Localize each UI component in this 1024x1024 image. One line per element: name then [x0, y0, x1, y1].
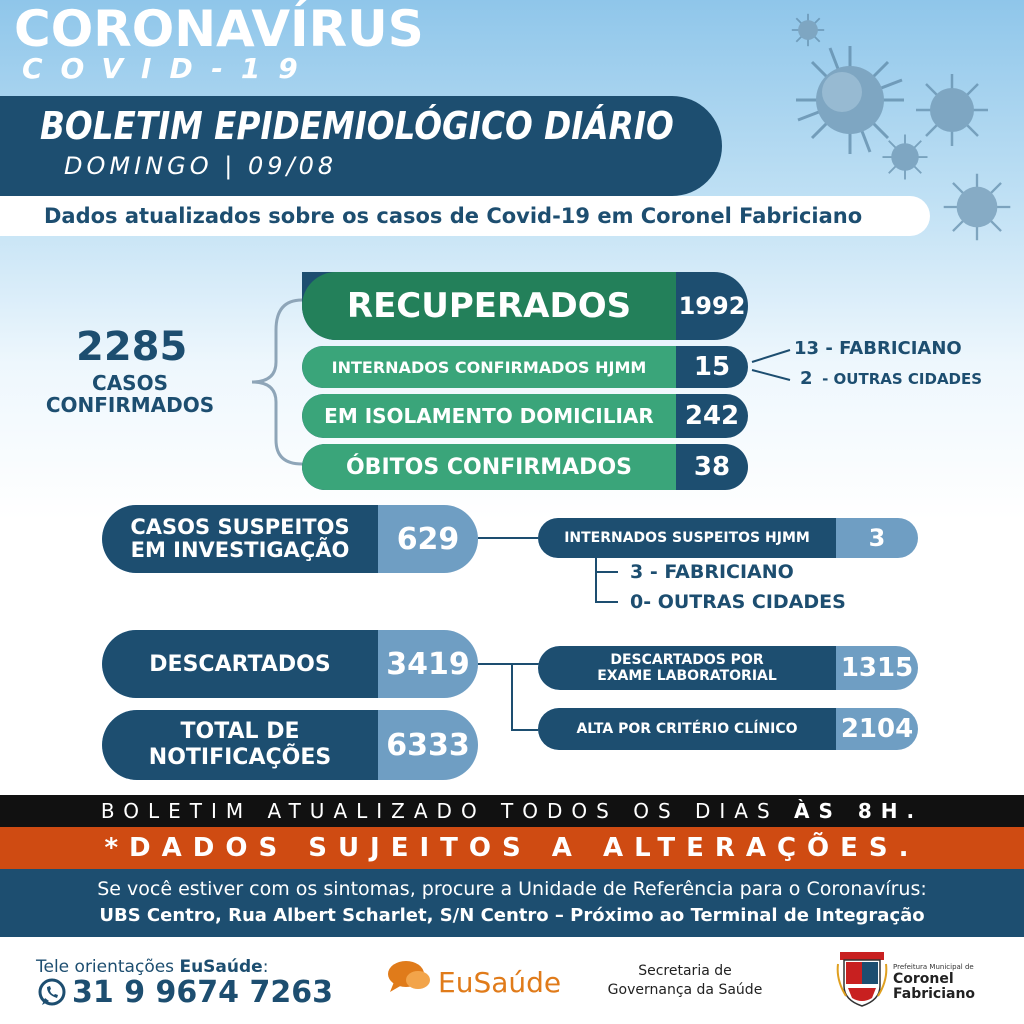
isolation-value: 242 — [684, 401, 740, 431]
discarded-lab-label: DESCARTADOS POR EXAME LABORATORIAL — [538, 646, 836, 690]
hospitalized-value: 15 — [693, 352, 731, 382]
coat-of-arms-icon — [836, 950, 888, 1008]
recovered-pill — [302, 272, 748, 340]
breakdown-2-label: - OUTRAS CIDADES — [822, 370, 983, 388]
tele-prefix: Tele orientações — [36, 957, 175, 977]
logo-title: CORONAVÍRUS — [14, 0, 424, 58]
discarded-lab-pill — [538, 646, 918, 690]
whatsapp-icon — [36, 977, 68, 1009]
city-small-label: Prefeitura Municipal de — [893, 963, 974, 971]
update-text: BOLETIM ATUALIZADO TODOS OS DIAS — [100, 799, 779, 823]
hospitalized-pill — [302, 346, 748, 388]
logo-subtitle: COVID-19 — [22, 52, 316, 85]
hospitalized-breakdown-2 — [800, 368, 982, 389]
discarded-lab-value: 1315 — [840, 653, 914, 683]
suspected-breakdown-1: 3 - FABRICIANO — [630, 561, 794, 583]
suspected-hospitalized-label: INTERNADOS SUSPEITOS HJMM — [538, 518, 836, 558]
recovered-value: 1992 — [678, 292, 746, 320]
breakdown-1-label: - FABRICIANO — [825, 338, 962, 359]
deaths-value: 38 — [693, 452, 731, 482]
suspected-value: 629 — [396, 521, 460, 557]
suspected-label: CASOS SUSPEITOS EM INVESTIGAÇÃO — [102, 505, 378, 573]
clinical-discharge-pill — [538, 708, 918, 750]
discarded-label: DESCARTADOS — [102, 630, 378, 698]
discarded-value: 3419 — [386, 646, 470, 682]
suspected-hospitalized-value: 3 — [868, 524, 886, 552]
info-line-2: UBS Centro, Rua Albert Scharlet, S/N Centro – Próximo ao Terminal de Integração — [99, 905, 925, 926]
update-banner-text — [0, 799, 1024, 823]
confirmed-total: 2285 — [76, 324, 188, 370]
eusaude-logo-text: EuSaúde — [438, 966, 562, 999]
phone-number[interactable]: 31 9 9674 7263 — [72, 975, 333, 1010]
update-time: ÀS 8H. — [794, 799, 924, 823]
bulletin-date: DOMINGO | 09/08 — [64, 152, 338, 180]
isolation-label: EM ISOLAMENTO DOMICILIAR — [302, 394, 676, 438]
suspected-breakdown-2: 0- OUTRAS CIDADES — [630, 591, 846, 613]
notifications-pill — [102, 710, 478, 780]
disclaimer-text: *DADOS SUJEITOS A ALTERAÇÕES. — [104, 833, 920, 863]
notifications-label: TOTAL DE NOTIFICAÇÕES — [102, 710, 378, 780]
eusaude-chat-icon — [386, 958, 436, 998]
notifications-value: 6333 — [386, 727, 470, 763]
suspected-hospitalized-pill — [538, 518, 918, 558]
subtitle-text: Dados atualizados sobre os casos de Covid-19 em Coronel Fabriciano — [44, 204, 863, 228]
discarded-pill — [102, 630, 478, 698]
secretariat-text: Secretaria de Governança da Saúde — [607, 963, 763, 998]
suspected-pill — [102, 505, 478, 573]
confirmed-label: CASOS CONFIRMADOS — [45, 371, 215, 417]
tele-suffix: : — [262, 957, 269, 977]
hospitalized-label: INTERNADOS CONFIRMADOS HJMM — [302, 346, 676, 388]
bulletin-title: BOLETIM EPIDEMIOLÓGICO DIÁRIO — [40, 104, 674, 148]
tele-label — [36, 957, 268, 977]
breakdown-2-number: 2 — [800, 368, 813, 389]
isolation-pill — [302, 394, 748, 438]
info-line-1: Se você estiver com os sintomas, procure a Unidade de Referência para o Coronavírus: — [97, 878, 927, 900]
recovered-label: RECUPERADOS — [302, 272, 676, 340]
clinical-discharge-label: ALTA POR CRITÉRIO CLÍNICO — [538, 708, 836, 750]
clinical-discharge-value: 2104 — [840, 714, 914, 744]
deaths-label: ÓBITOS CONFIRMADOS — [302, 444, 676, 490]
tele-brand: EuSaúde — [179, 957, 263, 977]
hospitalized-breakdown-1 — [794, 338, 962, 359]
breakdown-1-number: 13 — [794, 338, 820, 359]
city-name: Coronel Fabriciano — [893, 971, 976, 1002]
deaths-pill — [302, 444, 748, 490]
